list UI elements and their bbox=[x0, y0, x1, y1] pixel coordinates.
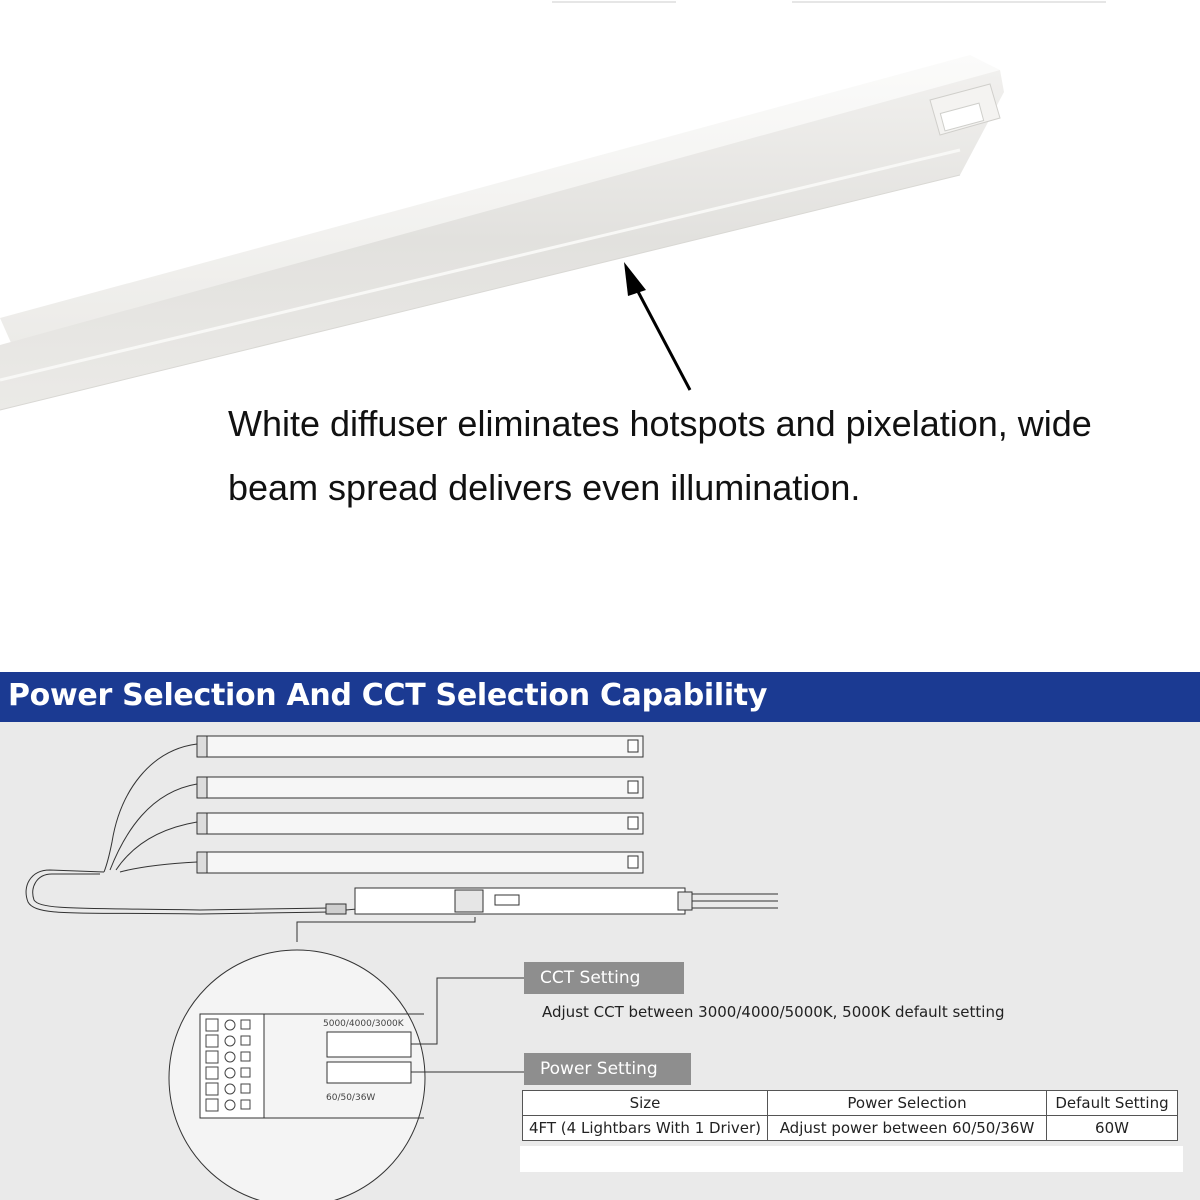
caption-line-2: beam spread delivers even illumination. bbox=[228, 467, 861, 508]
caption-text bbox=[228, 392, 1128, 520]
cell-default-setting: 60W bbox=[1047, 1116, 1178, 1141]
section-banner bbox=[0, 672, 1200, 722]
cct-setting-label: CCT Setting bbox=[524, 962, 684, 994]
light-bar bbox=[197, 813, 643, 834]
cct-chip-label: 5000/4000/3000K bbox=[323, 1019, 404, 1029]
caption-line-1: White diffuser eliminates hotspots and pixelation, wide bbox=[228, 403, 1092, 444]
led-bar-diffuser bbox=[0, 55, 1004, 410]
cell-size: 4FT (4 Lightbars With 1 Driver) bbox=[523, 1116, 768, 1141]
cct-setting-description: Adjust CCT between 3000/4000/5000K, 5000K default setting bbox=[542, 1003, 1005, 1021]
power-chip-label: 60/50/36W bbox=[326, 1093, 376, 1103]
header-power-selection: Power Selection bbox=[768, 1091, 1047, 1116]
spec-table-header bbox=[523, 1091, 1178, 1116]
blank-strip bbox=[520, 1146, 1183, 1172]
diagram-panel bbox=[0, 722, 1200, 1200]
light-bar bbox=[197, 736, 643, 757]
light-bar bbox=[197, 852, 643, 873]
header-size: Size bbox=[523, 1091, 768, 1116]
driver-box bbox=[355, 888, 778, 914]
cell-power-selection: Adjust power between 60/50/36W bbox=[768, 1116, 1047, 1141]
power-setting-label: Power Setting bbox=[524, 1053, 691, 1085]
light-bar bbox=[197, 777, 643, 798]
header-default-setting: Default Setting bbox=[1047, 1091, 1178, 1116]
banner-title: Power Selection And CCT Selection Capability bbox=[8, 678, 768, 713]
table-row bbox=[523, 1116, 1178, 1141]
up-arrow-icon bbox=[624, 262, 690, 390]
zoom-detail-circle bbox=[169, 950, 425, 1200]
spec-table bbox=[522, 1090, 1178, 1141]
